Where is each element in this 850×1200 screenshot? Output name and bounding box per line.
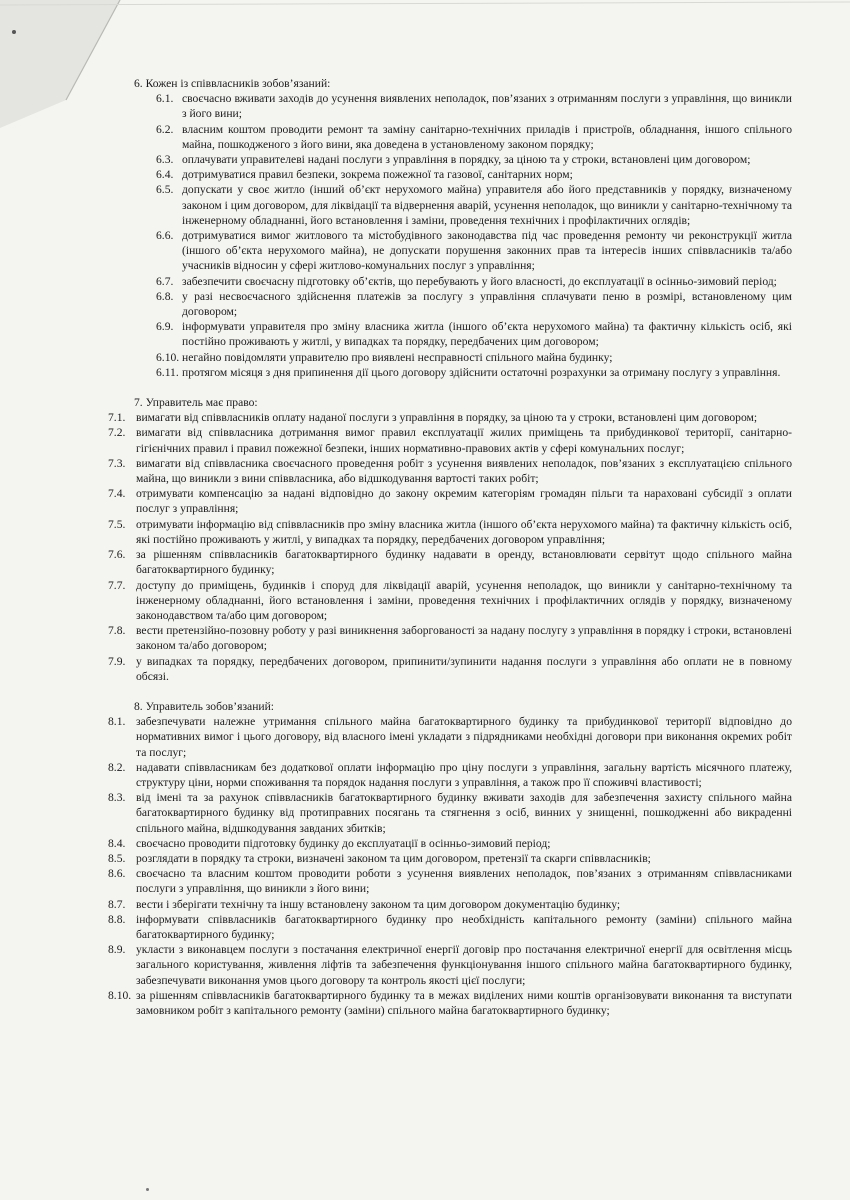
clause-text: власним коштом проводити ремонт та заміну санітарно-технічних приладів і пристроїв, обладнання, іншого спільного майна, пошкодженого з його вини, яка доведена в установленому законом порядку; bbox=[182, 122, 792, 151]
clause bbox=[112, 228, 792, 274]
clause bbox=[108, 517, 792, 547]
clause-text: допускати у своє житло (інший об’єкт нерухомого майна) управителя або його представників у порядку, визначеному законом і цим договором, для ліквідації та відвернення аварій, усунення неполадок, що виникли у санітарно-технічному та інженерному обладнанні, його встановлення і заміни, проведення технічних і профілактичних оглядів; bbox=[182, 183, 792, 227]
clause bbox=[108, 760, 792, 790]
clause-number: 6.7. bbox=[156, 274, 174, 288]
clause-number: 7.5. bbox=[108, 517, 126, 531]
clause-number: 8.9. bbox=[108, 943, 126, 957]
clause-text: забезпечити своєчасну підготовку об’єктів, що перебувають у його власності, до експлуатації в осінньо-зимовий період; bbox=[182, 274, 777, 288]
clause bbox=[112, 319, 792, 349]
clause bbox=[108, 425, 792, 455]
clause-number: 7.9. bbox=[108, 654, 126, 668]
document-body bbox=[108, 76, 792, 1018]
clause bbox=[112, 350, 792, 365]
clause-text: у разі несвоєчасного здійснення платежів за послугу з управління сплачувати пеню в розмірі, встановленому цим договором; bbox=[182, 289, 792, 319]
section-heading: 6. Кожен із співвласників зобов’язаний: bbox=[134, 77, 331, 90]
section-6 bbox=[112, 76, 792, 380]
clause bbox=[108, 578, 792, 624]
section-heading: 7. Управитель має право: bbox=[134, 396, 258, 410]
clause bbox=[108, 790, 792, 836]
clause bbox=[112, 182, 792, 228]
clause-number: 8.7. bbox=[108, 897, 126, 911]
clause-text: дотримуватися вимог житлового та містобудівного законодавства під час проведення ремонту чи реконструкції житла (іншого об’єкта нерухомого майна), не допускати порушення законних прав та інтересів інших співвласників та/або учасників відносин у сфері житлово-комунальних послуг з управління; bbox=[182, 229, 792, 273]
clause-number: 6.9. bbox=[156, 320, 174, 334]
clause-number: 6.2. bbox=[156, 122, 174, 136]
clause-text: за рішенням співвласників багатоквартирного будинку надавати в оренду, встановлювати сервітут щодо спільного майна багатоквартирного будинку; bbox=[136, 548, 792, 577]
clause-number: 6.8. bbox=[156, 289, 174, 303]
section-heading: 8. Управитель зобов’язаний: bbox=[134, 699, 275, 713]
clause-number: 6.3. bbox=[156, 153, 174, 167]
clause-number: 6.11. bbox=[156, 365, 179, 379]
clause bbox=[112, 167, 792, 182]
clause-text: інформувати управителя про зміну власника житла (іншого об’єкта нерухомого майна) та фактичну кількість осіб, які постійно проживають у житлі, у випадках та порядку, передбачених цим договором; bbox=[182, 320, 792, 349]
clause-number: 8.8. bbox=[108, 912, 126, 926]
clause bbox=[108, 988, 792, 1018]
clause bbox=[108, 623, 792, 653]
clause bbox=[108, 456, 792, 486]
clause bbox=[108, 897, 792, 912]
clause bbox=[112, 152, 792, 167]
clause bbox=[112, 289, 792, 319]
clause-text: вимагати від співвласників оплату наданої послуги з управління в порядку, за ціною та у строки, встановлені цим договором; bbox=[136, 411, 758, 425]
clause bbox=[108, 654, 792, 684]
section-8 bbox=[108, 699, 792, 1018]
clause-number: 8.3. bbox=[108, 791, 126, 805]
clause-number: 7.8. bbox=[108, 624, 126, 638]
clause-text: негайно повідомляти управителю про виявлені несправності спільного майна будинку; bbox=[182, 350, 613, 364]
clause-number: 7.2. bbox=[108, 426, 126, 440]
clause bbox=[112, 365, 792, 380]
clause bbox=[108, 851, 792, 866]
clause-number: 7.1. bbox=[108, 411, 126, 425]
clause bbox=[108, 912, 792, 942]
clause-number: 6.1. bbox=[156, 92, 174, 106]
clause-text: розглядати в порядку та строки, визначені законом та цим договором, претензії та скарги співвласників; bbox=[136, 851, 651, 865]
clause-text: у випадках та порядку, передбачених договором, припинити/зупинити надання послуги з управління або оплати не в повному обсязі. bbox=[136, 654, 792, 683]
clause bbox=[108, 836, 792, 851]
clause-number: 8.4. bbox=[108, 836, 126, 850]
clause-text: доступу до приміщень, будинків і споруд для ліквідації аварій, усунення неполадок, що виникли у санітарно-технічному та інженерному обладнанні, його встановлення і заміни, проведення технічних і профілактичних оглядів у порядку, визначеному законодавством та/або цим договором; bbox=[136, 578, 792, 622]
clause-text: отримувати інформацію від співвласників про зміну власника житла (іншого об’єкта нерухомого майна) та фактичну кількість осіб, які постійно проживають у житлі, у випадках та порядку, передбачених договором управління; bbox=[136, 517, 792, 546]
clause-number: 8.6. bbox=[108, 867, 126, 881]
clause-text: вести і зберігати технічну та іншу встановлену законом та цим договором документацію будинку; bbox=[136, 897, 621, 911]
clause-text: оплачувати управителеві надані послуги з управління в порядку, за ціною та у строки, встановлені цим договором; bbox=[182, 153, 751, 167]
clause-number: 7.4. bbox=[108, 487, 126, 501]
clause bbox=[112, 122, 792, 152]
clause-text: дотримуватися правил безпеки, зокрема пожежної та газової, санітарних норм; bbox=[182, 168, 573, 182]
section-7 bbox=[108, 395, 792, 684]
clause-number: 6.4. bbox=[156, 168, 174, 182]
clause bbox=[108, 942, 792, 988]
clause-text: протягом місяця з дня припинення дії цього договору здійснити остаточні розрахунки за отриману послугу з управління. bbox=[182, 365, 781, 379]
clause-number: 6.6. bbox=[156, 229, 174, 243]
clause-text: укласти з виконавцем послуги з постачання електричної енергії договір про постачання електричної енергії для освітлення місць загального користування, живлення ліфтів та забезпечення функціонування іншого спільного майна багатоквартирного будинку, забезпечувати виконання умов цього договору та контроль якості цієї послуги; bbox=[136, 943, 792, 987]
clause-number: 6.5. bbox=[156, 183, 174, 197]
clause-text: вимагати від співвласника дотримання вимог правил експлуатації жилих приміщень та прибудинкової території, санітарно-гігієнічних правил і правил пожежної безпеки, інших нормативно-правових актів у сфері комунальних послуг; bbox=[136, 426, 792, 455]
clause-number: 8.2. bbox=[108, 760, 126, 774]
clause-text: отримувати компенсацію за надані відповідно до закону окремим категоріям громадян пільги та нараховані субсидії з оплати послуг з управління; bbox=[136, 487, 792, 516]
clause-text: своєчасно та власним коштом проводити роботи з усунення виявлених неполадок, пов’язаних з отриманням співвласниками послуги з управління, що виникли з його вини; bbox=[136, 867, 792, 896]
clause bbox=[108, 486, 792, 516]
clause-number: 8.5. bbox=[108, 851, 126, 865]
clause-number: 7.7. bbox=[108, 578, 126, 592]
clause-text: своєчасно вживати заходів до усунення виявлених неполадок, пов’язаних з отриманням послуги з управління, що виникли з його вини; bbox=[182, 92, 792, 121]
clause-text: забезпечувати належне утримання спільного майна багатоквартирного будинку та прибудинкової території відповідно до нормативних вимог і цього договору, від власного імені укладати з підрядниками необхідні договори при виконання окремих робіт та послуг; bbox=[136, 715, 792, 759]
clause-text: за рішенням співвласників багатоквартирного будинку та в межах виділених ними коштів організовувати виконання та виступати замовником робіт з капітального ремонту (заміни) спільного майна багатоквартирного будинку; bbox=[136, 988, 792, 1017]
clause-text: своєчасно проводити підготовку будинку до експлуатації в осінньо-зимовий період; bbox=[136, 836, 551, 850]
clause-number: 6.10. bbox=[156, 350, 180, 364]
clause-number: 7.3. bbox=[108, 456, 126, 470]
clause-number: 8.10. bbox=[108, 988, 132, 1002]
clause-number: 7.6. bbox=[108, 548, 126, 562]
clause bbox=[112, 91, 792, 121]
clause-text: вести претензійно-позовну роботу у разі виникнення заборгованості за надану послугу з управління в порядку і строки, встановлені законом та/або договором; bbox=[136, 624, 792, 653]
clause-text: надавати співвласникам без додаткової оплати інформацію про ціну послуги з управління, загальну вартість місячного платежу, структуру ціни, норми споживання та порядок надання послуги з управління, а також про її споживчі властивості; bbox=[136, 760, 792, 789]
scan-speck bbox=[12, 30, 16, 34]
clause-text: від імені та за рахунок співвласників багатоквартирного будинку вживати заходів для забезпечення захисту спільного майна багатоквартирного будинку від протиправних посягань та стягнення з осіб, винних у знищенні, пошкодженні або викраденні спільного майна, відшкодування завданих збитків; bbox=[136, 791, 792, 835]
clause bbox=[108, 714, 792, 760]
clause-number: 8.1. bbox=[108, 715, 126, 729]
clause-text: вимагати від співвласника своєчасного проведення робіт з усунення виявлених неполадок, пов’язаних з експлуатацією спільного майна, що виникли з вини співвласника, або відшкодування вартості таких робіт; bbox=[136, 456, 792, 486]
clause bbox=[108, 866, 792, 896]
clause bbox=[108, 410, 792, 425]
clause bbox=[108, 547, 792, 577]
scan-speck bbox=[146, 1188, 149, 1191]
clause bbox=[112, 274, 792, 289]
clause-text: інформувати співвласників багатоквартирного будинку про необхідність капітального ремонту (заміни) спільного майна багатоквартирного будинку; bbox=[136, 912, 792, 941]
